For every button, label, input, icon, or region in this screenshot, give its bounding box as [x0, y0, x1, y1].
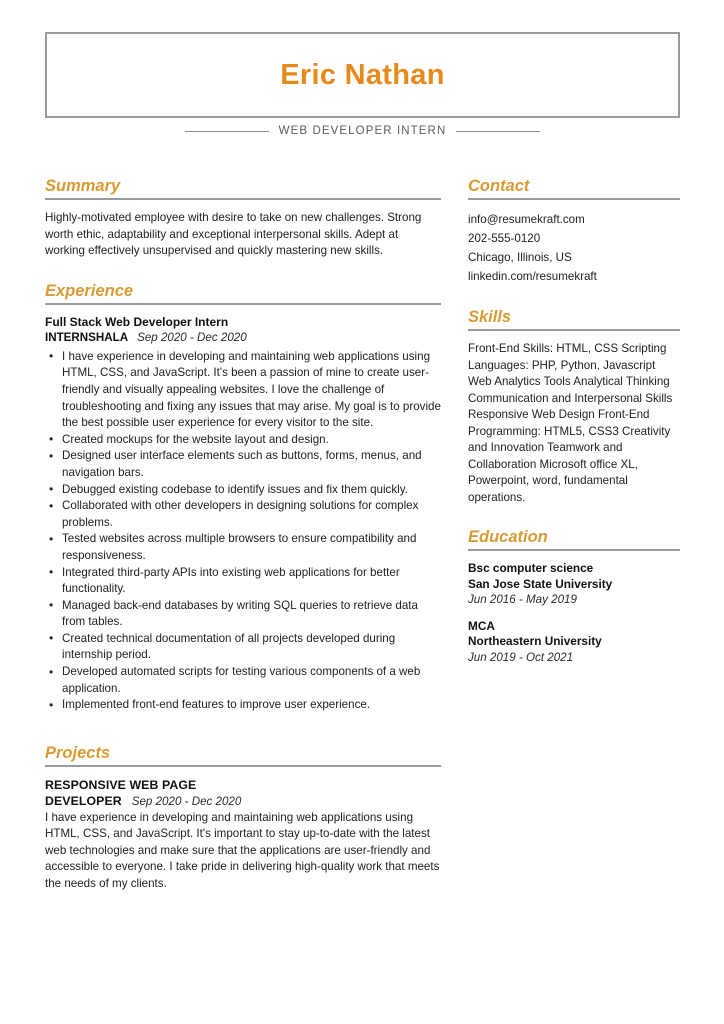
contact-phone[interactable]: 202-555-0120 — [468, 232, 541, 246]
section-rule-summary — [45, 198, 441, 200]
list-item: • Designed user interface elements such as buttons, forms, menus, and navigation bars. — [45, 448, 441, 481]
education-school: San Jose State University — [468, 576, 613, 591]
spacer-summary-experience — [45, 268, 441, 282]
project-role-row — [45, 793, 441, 810]
experience-company-row — [45, 330, 441, 346]
spacer-experience-projects — [45, 722, 441, 744]
section-education — [468, 528, 680, 665]
list-item: • Implemented front-end features to improve user experience. — [45, 697, 441, 714]
project-title: RESPONSIVE WEB PAGE — [45, 777, 197, 792]
experience-entry — [45, 315, 441, 714]
experience-job-title: Full Stack Web Developer Intern — [45, 314, 229, 329]
section-contact — [468, 177, 680, 286]
candidate-job-title: WEB DEVELOPER INTERN — [278, 125, 447, 137]
header-subtitle-row — [45, 125, 680, 137]
list-item: • Developed automated scripts for testing various components of a web application. — [45, 664, 441, 697]
left-column — [45, 177, 441, 900]
candidate-name: Eric Nathan — [280, 58, 445, 91]
contact-email[interactable]: info@resumekraft.com — [468, 213, 585, 227]
experience-dates: Sep 2020 - Dec 2020 — [137, 331, 247, 345]
spacer-contact-skills — [468, 294, 680, 308]
section-rule-experience — [45, 303, 441, 305]
subtitle-rule-right — [456, 131, 540, 132]
section-projects — [45, 744, 441, 893]
experience-company: INTERNSHALA — [45, 331, 129, 345]
section-title-summary: Summary — [45, 177, 121, 195]
contact-location: Chicago, Illinois, US — [468, 251, 572, 265]
header-name-box — [45, 32, 680, 118]
section-title-contact: Contact — [468, 177, 530, 195]
project-dates: Sep 2020 - Dec 2020 — [131, 794, 242, 808]
section-rule-education — [468, 549, 680, 551]
list-item: • Created technical documentation of all projects developed during internship period. — [45, 631, 441, 664]
section-experience — [45, 282, 441, 714]
list-item: • Debugged existing codebase to identify issues and fix them quickly. — [45, 482, 441, 499]
list-item: • Created mockups for the website layout and design. — [45, 432, 441, 449]
resume-body — [45, 177, 680, 900]
spacer-skills-education — [468, 514, 680, 528]
education-degree: Bsc computer science — [468, 561, 594, 576]
education-school: Northeastern University — [468, 634, 602, 649]
education-dates: Jun 2019 - Oct 2021 — [468, 650, 574, 664]
experience-bullet-list — [45, 349, 441, 714]
section-rule-skills — [468, 329, 680, 331]
skills-text: Front-End Skills: HTML, CSS Scripting Languages: PHP, Python, Javascript Web Analytics Tools Analytical Thinking Communication and Interpersonal Skills Responsive Web Design Front-End Programming: HTML5, CSS3 Creativity and Innovation Teamwork and Collaboration Microsoft office XL, Powerpoint, word, fundamental operations. — [468, 342, 673, 504]
education-entry — [468, 619, 680, 666]
section-rule-projects — [45, 765, 441, 767]
section-title-skills: Skills — [468, 308, 512, 327]
education-degree: MCA — [468, 618, 495, 633]
contact-linkedin[interactable]: linkedin.com/resumekraft — [468, 270, 597, 284]
list-item: • Tested websites across multiple browsers to ensure compatibility and responsiveness. — [45, 531, 441, 564]
list-item: • I have experience in developing and maintaining web applications using HTML, CSS, and JavaScript. It's been a passion of mine to create user-friendly and visually appealing websites. I love the challenge of troubleshooting and fixing any issues that may arise. My goal is to provide the best possible user experience for every visitor to the site. — [45, 349, 441, 432]
section-skills — [468, 308, 680, 506]
project-description: I have experience in developing and maintaining web applications using HTML, CSS, and JavaScript. It's important to stay up-to-date with the latest web technologies and make sure that the applications are user-friendly and accessible to everyone. I take pride in delivering high-quality work that meets the needs of my clients. — [45, 810, 440, 890]
list-item: • Managed back-end databases by writing SQL queries to retrieve data from tables. — [45, 598, 441, 631]
section-summary — [45, 177, 441, 260]
section-title-projects: Projects — [45, 743, 111, 762]
section-title-experience: Experience — [45, 281, 134, 300]
section-rule-contact — [468, 198, 680, 200]
section-title-education: Education — [468, 528, 548, 547]
education-dates: Jun 2016 - May 2019 — [468, 593, 577, 607]
project-role: DEVELOPER — [45, 793, 122, 808]
education-entry — [468, 561, 680, 608]
project-entry — [45, 777, 441, 893]
summary-text: Highly-motivated employee with desire to take on new challenges. Strong worth ethic, adaptability and exceptional interpersonal skills. Adept at working effectively unsupervised and quickly mastering new skills. — [45, 211, 422, 258]
list-item: • Collaborated with other developers in designing solutions for complex problems. — [45, 498, 441, 531]
list-item: • Integrated third-party APIs into existing web applications for better functionality. — [45, 565, 441, 598]
right-column — [468, 177, 680, 676]
subtitle-rule-left — [185, 131, 269, 132]
